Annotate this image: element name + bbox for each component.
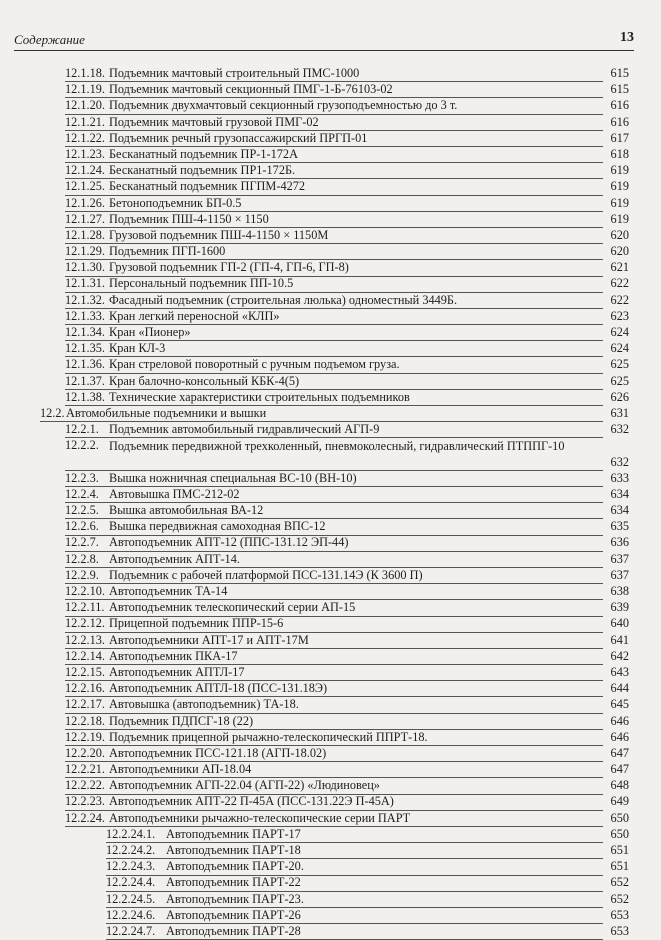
toc-entry-title: Автоподъемник ПАРТ-26 [166,907,301,922]
toc-entry-number: 12.2.24.1. [106,826,156,841]
toc-entry-number: 12.1.35. [65,341,105,356]
toc-entry-title: Кран легкий переносной «КЛП» [109,308,280,323]
toc-entry-number: 12.1.32. [65,292,105,307]
toc-entry-number: 12.1.30. [65,260,105,275]
toc-entry-number: 12.2.6. [65,519,99,534]
toc-entry [0,438,661,470]
toc-entry [0,374,661,390]
toc-entry-number: 12.2.18. [65,713,105,728]
toc-entry-title: Автоподъемник ПАРТ-17 [166,826,301,841]
toc-entry [0,827,661,843]
toc-entry-page: 639 [610,600,629,615]
toc-entry-number: 12.2.24. [65,810,105,825]
toc-entry-title: Автомобильные подъемники и вышки [66,405,267,420]
toc-entry-number: 12.2.15. [65,664,105,679]
toc-entry-page: 642 [610,648,629,663]
toc-entry [0,794,661,810]
toc-entry [0,600,661,616]
toc-entry-title: Подъемник прицепной рычажно-телескопический ППРТ-18. [109,729,428,744]
toc-entry-page: 646 [610,713,629,728]
toc-entry-number: 12.2.12. [65,616,105,631]
toc-entry-page: 619 [610,179,629,194]
toc-entry-title: Технические характеристики строительных подъемников [109,389,410,404]
toc-entry-title: Автоподъемник АПТЛ-17 [109,664,245,679]
toc-entry-page: 616 [610,98,629,113]
toc-entry-title: Автоподъемник АПТ-12 (ППС-131.12 ЭП-44) [109,535,349,550]
toc-entry-page: 635 [610,519,629,534]
toc-entry [0,649,661,665]
toc-entry-number: 12.2.14. [65,648,105,663]
toc-entry-page: 619 [610,211,629,226]
page-number: 13 [620,30,634,45]
toc-entry [0,746,661,762]
toc-entry-page: 616 [610,114,629,129]
toc-entry-page: 625 [610,357,629,372]
toc-entry [0,163,661,179]
toc-entry-number: 12.2.2. [65,438,99,453]
toc-entry-number: 12.1.38. [65,389,105,404]
toc-entry-page: 645 [610,697,629,712]
toc-entry-title: Автоподъемник ПАРТ-23. [166,891,304,906]
toc-entry-title: Кран балочно-консольный КБК-4(5) [109,373,300,388]
toc-entry [0,422,661,438]
toc-entry-title: Автоподъемник ТА-14 [109,584,228,599]
toc-entry-number: 12.1.33. [65,308,105,323]
toc-entry-page: 650 [610,810,629,825]
toc-entry-page: 651 [610,843,629,858]
toc-entry-number: 12.2.4. [65,486,99,501]
toc-entry [0,665,661,681]
toc-entry-title: Автоподъемник АПТЛ-18 (ПСС-131.18Э) [109,681,328,696]
toc-entry [0,730,661,746]
toc-entry-page: 648 [610,778,629,793]
toc-entry-page: 622 [610,292,629,307]
toc-entry-number: 12.2.24.7. [106,923,156,938]
toc-entry-page: 619 [610,163,629,178]
toc-entry [0,503,661,519]
toc-entry-title: Вышка передвижная самоходная ВПС-12 [109,519,326,534]
toc-entry-page: 631 [610,405,629,420]
toc-entry-page: 653 [610,907,629,922]
toc-entry-title: Бетоноподъемник БП-0.5 [109,195,242,210]
toc-entry-page: 615 [610,66,629,80]
toc-entry-title: Автоподъемник ПАРТ-20. [166,859,304,874]
toc-entry [0,82,661,98]
toc-entry-title: Подъемник ПШ-4-1150 × 1150 [109,211,269,226]
toc-entry [0,196,661,212]
toc-entry-number: 12.2.7. [65,535,99,550]
toc-entry-page: 649 [610,794,629,809]
toc-entry-title: Автовышка ПМС-212-02 [109,486,240,501]
toc-entry [0,406,661,422]
toc-entry-number: 12.1.19. [65,82,105,97]
running-header [14,30,634,51]
toc-entry [0,633,661,649]
toc-entry-page: 638 [610,584,629,599]
toc-entry-title: Автоподъемники АП-18.04 [109,762,252,777]
toc-entry-page: 620 [610,227,629,242]
toc-entry-title: Подъемник двухмачтовый секционный грузоподъемностью до 3 т. [109,98,458,113]
toc-entry-title: Подъемник с рабочей платформой ПСС-131.14Э (К 3600 П) [109,567,423,582]
toc-entry-title: Кран КЛ-3 [109,341,166,356]
toc-entry-title: Автоподъемник АПТ-14. [109,551,240,566]
toc-entry [0,309,661,325]
toc-entry-number: 12.1.23. [65,146,105,161]
toc-entry-page: 624 [610,325,629,339]
toc-entry-page: 652 [610,875,629,890]
toc-entry-number: 12.2.9. [65,567,99,582]
toc-entry-page: 626 [610,389,629,404]
toc-entry-number: 12.2.23. [65,794,105,809]
toc-entry-number: 12.1.29. [65,244,105,259]
toc-entry [0,115,661,131]
toc-entry-page: 646 [610,729,629,744]
toc-entry [0,212,661,228]
toc-entry-title: Автоподъемники АПТ-17 и АПТ-17М [109,632,309,647]
toc-entry-number: 12.1.25. [65,179,105,194]
toc-entry-title: Автоподъемник телескопический серии АП-15 [109,600,356,615]
toc-entry-number: 12.1.22. [65,130,105,145]
toc-entry-title: Персональный подъемник ПП-10.5 [109,276,294,291]
toc-entry-title: Автоподъемник АПТ-22 П-45А (ПСС-131.22Э П-45А) [109,794,394,809]
toc-entry [0,714,661,730]
toc-entry-title: Автоподъемник ПАРТ-28 [166,923,301,938]
header-title: Содержание [14,32,85,47]
toc-entry-title: Бесканатный подъемник ПР1-172Б. [109,163,296,178]
toc-entry-number: 12.2.24.3. [106,859,156,874]
toc-entry-number: 12.2.17. [65,697,105,712]
toc-entry-number: 12.2.3. [65,470,99,485]
toc-entry-number: 12.1.27. [65,211,105,226]
toc-entry-title: Подъемник мачтовый строительный ПМС-1000 [109,66,360,80]
toc-entry-page: 632 [610,454,629,469]
toc-entry-title: Автоподъемники рычажно-телескопические серии ПАРТ [109,810,411,825]
toc-entry [0,228,661,244]
toc-entry-number: 12.2.16. [65,681,105,696]
toc-entry-page: 633 [610,470,629,485]
toc-entry [0,778,661,794]
toc-entry-number: 12.1.31. [65,276,105,291]
toc-entry-number: 12.1.37. [65,373,105,388]
toc-entry [0,519,661,535]
toc-entry-title: Кран стреловой поворотный с ручным подъемом груза. [109,357,400,372]
toc-entry-page: 620 [610,244,629,259]
toc-entry [0,471,661,487]
toc-entry-number: 12.1.20. [65,98,105,113]
toc-entry [0,552,661,568]
toc-entry-title: Фасадный подъемник (строительная люлька) одноместный 3449Б. [109,292,458,307]
toc-entry-page: 634 [610,503,629,518]
toc-entry-page: 622 [610,276,629,291]
toc-entry [0,244,661,260]
toc-entry-number: 12.1.26. [65,195,105,210]
table-of-contents [0,66,661,940]
toc-entry-page: 621 [610,260,629,275]
toc-entry [0,568,661,584]
toc-entry-page: 637 [610,551,629,566]
toc-entry-number: 12.2.24.4. [106,875,156,890]
toc-entry-number: 12.2.11. [65,600,105,615]
toc-entry [0,260,661,276]
toc-entry-title: Подъемник речный грузопассажирский ПРГП-01 [109,130,368,145]
toc-entry [0,859,661,875]
toc-entry [0,584,661,600]
toc-entry-number: 12.2.24.6. [106,907,156,922]
toc-entry [0,147,661,163]
toc-entry-title: Подъемник мачтовый секционный ПМГ-1-Б-76103-02 [109,82,393,97]
toc-entry-page: 632 [610,422,629,437]
toc-entry-number: 12.1.24. [65,163,105,178]
toc-entry-title: Бесканатный подъемник ПГПМ-4272 [109,179,306,194]
toc-entry-title: Автоподъемник ПСС-121.18 (АГП-18.02) [109,745,327,760]
toc-entry [0,875,661,891]
toc-entry-number: 12.1.21. [65,114,105,129]
toc-entry-title: Автоподъемник ПАРТ-18 [166,843,301,858]
toc-entry-title: Грузовой подъемник ПШ-4-1150 × 1150М [109,227,329,242]
toc-entry [0,179,661,195]
toc-entry-title: Автовышка (автоподъемник) ТА-18. [109,697,299,712]
toc-entry [0,66,661,82]
toc-entry-page: 652 [610,891,629,906]
toc-entry-page: 653 [610,923,629,938]
toc-entry-page: 634 [610,486,629,501]
toc-entry-number: 12.2. [40,405,65,420]
toc-entry [0,341,661,357]
toc-entry [0,681,661,697]
toc-entry-number: 12.1.28. [65,227,105,242]
toc-entry-title: Вышка ножничная специальная ВС-10 (ВН-10) [109,470,357,485]
toc-entry-number: 12.2.8. [65,551,99,566]
toc-entry-title: Автоподъемник ПКА-17 [109,648,238,663]
toc-entry [0,924,661,940]
toc-entry-number: 12.2.19. [65,729,105,744]
toc-entry-title: Кран «Пионер» [109,325,191,339]
toc-entry-title: Подъемник мачтовый грузовой ПМГ-02 [109,114,319,129]
toc-entry-title: Подъемник ПГП-1600 [109,244,226,259]
toc-entry [0,908,661,924]
toc-entry-number: 12.1.18. [65,66,105,80]
toc-entry [0,843,661,859]
toc-entry-page: 623 [610,308,629,323]
toc-entry [0,357,661,373]
toc-entry [0,697,661,713]
toc-entry [0,293,661,309]
toc-entry-title: Вышка автомобильная ВА-12 [109,503,264,518]
toc-entry-number: 12.2.13. [65,632,105,647]
toc-entry-title: Прицепной подъемник ППР-15-6 [109,616,284,631]
toc-entry-number: 12.2.21. [65,762,105,777]
toc-entry-page: 619 [610,195,629,210]
toc-entry-number: 12.2.5. [65,503,99,518]
toc-entry [0,325,661,341]
toc-entry-page: 625 [610,373,629,388]
toc-entry-page: 615 [610,82,629,97]
toc-entry-page: 637 [610,567,629,582]
toc-entry [0,131,661,147]
toc-entry-page: 641 [610,632,629,647]
toc-entry [0,276,661,292]
toc-entry [0,535,661,551]
toc-entry-page: 624 [610,341,629,356]
toc-entry-number: 12.2.10. [65,584,105,599]
toc-entry-title: Бесканатный подъемник ПР-1-172А [109,146,298,161]
toc-entry [0,762,661,778]
toc-entry-page: 647 [610,762,629,777]
toc-entry-title: Грузовой подъемник ГП-2 (ГП-4, ГП-6, ГП-8) [109,260,349,275]
toc-entry-page: 651 [610,859,629,874]
toc-entry [0,390,661,406]
toc-entry-title: Автоподъемник ПАРТ-22 [166,875,301,890]
toc-entry-number: 12.1.36. [65,357,105,372]
toc-entry-page: 617 [610,130,629,145]
toc-entry-page: 647 [610,745,629,760]
toc-entry-number: 12.2.24.2. [106,843,156,858]
toc-entry-title: Автоподъемник АГП-22.04 (АГП-22) «Людиновец» [109,778,380,793]
toc-entry-title: Подъемник передвижной трехколенный, пневмоколесный, гидравлический ПТППГ-10 [109,439,565,454]
toc-entry [0,616,661,632]
toc-entry-number: 12.2.22. [65,778,105,793]
toc-entry [0,98,661,114]
toc-entry-number: 12.2.20. [65,745,105,760]
toc-entry-title: Подъемник ПДПСГ-18 (22) [109,713,254,728]
toc-entry-title: Подъемник автомобильный гидравлический АГП-9 [109,422,380,437]
toc-entry-page: 636 [610,535,629,550]
toc-entry-page: 618 [610,146,629,161]
toc-entry [0,487,661,503]
toc-entry-number: 12.1.34. [65,325,105,339]
toc-entry-number: 12.2.1. [65,422,99,437]
toc-entry-page: 640 [610,616,629,631]
toc-entry-page: 650 [610,826,629,841]
toc-entry-page: 643 [610,664,629,679]
toc-entry-page: 644 [610,681,629,696]
toc-entry-number: 12.2.24.5. [106,891,156,906]
toc-entry [0,811,661,827]
